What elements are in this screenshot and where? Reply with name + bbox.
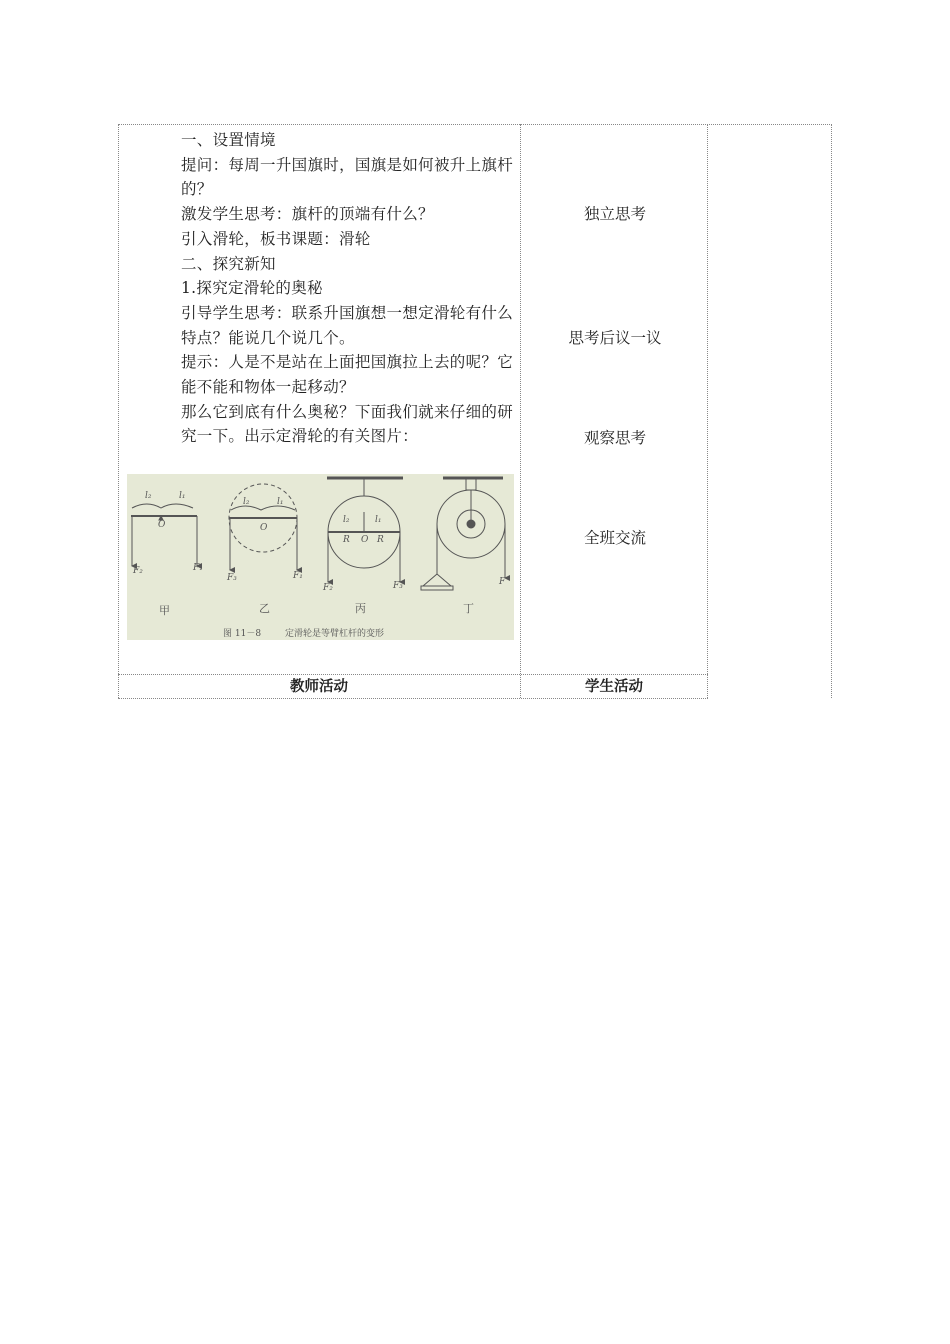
label-f3-bing: F₃ [393,581,403,591]
label-o-bing: O [361,535,369,545]
student-activity-4: 全班交流 [583,529,646,547]
topic-paragraph: 引入滑轮，板书课题：滑轮 [181,229,371,248]
label-f2-bing: F₂ [323,583,333,593]
teacher-activity-text [181,128,513,449]
label-r-left-bing: R [343,535,350,545]
student-activity-3: 观察思考 [583,429,646,447]
label-r-right-bing: R [377,535,384,545]
prompt-paragraph: 激发学生思考：旗杆的顶端有什么？ [181,205,434,224]
header-student-activity: 学生活动 [585,679,643,695]
label-l2-yi: l₂ [243,497,250,507]
figure-caption-number: 图 11－8 [223,629,262,639]
section-title-2: 二、探究新知 [181,254,276,273]
table-divider-1 [520,124,521,698]
label-l1-jia: l₁ [179,491,186,501]
label-f1-yi: F₁ [293,571,303,581]
panel-label-jia: 甲 [159,604,170,617]
table-border-bottom [118,698,708,699]
panel-jia-lever [131,504,197,566]
label-l2-jia: l₂ [145,491,152,501]
research-paragraph: 那么它到底有什么奥秘？下面我们就来仔细的研究一下。出示定滑轮的有关图片： [181,402,513,446]
label-l2-bing: l₂ [343,515,350,525]
panel-label-ding: 丁 [463,602,474,615]
label-f1-jia: F₁ [193,563,203,573]
label-o-jia: O [158,520,166,530]
table-header-divider [118,674,708,675]
pulley-figure [127,474,514,640]
label-l1-bing: l₁ [375,515,382,525]
table-border-left [118,124,119,698]
header-teacher-activity: 教师活动 [290,679,348,695]
guide-paragraph: 引导学生思考：联系升国旗想一想定滑轮有什么特点？能说几个说几个。 [181,303,513,347]
hint-paragraph: 提示：人是不是站在上面把国旗拉上去的呢？它能不能和物体一起移动？ [181,353,513,397]
student-activity-1: 独立思考 [583,205,646,223]
label-o-yi: O [260,523,268,533]
question-paragraph: 提问：每周一升国旗时，国旗是如何被升上旗杆的？ [181,155,513,199]
panel-ding-pulley [421,478,505,590]
label-l1-yi: l₁ [277,497,284,507]
panel-label-yi: 乙 [259,602,270,615]
subsection-title: 1.探究定滑轮的奥秘 [181,279,323,298]
section-title-1: 一、设置情境 [181,131,276,149]
pulley-figure-svg [127,474,514,640]
label-f2-jia: F₂ [133,566,143,576]
label-f3-yi: F₃ [227,573,237,583]
student-activity-2: 思考后议一议 [568,329,662,347]
table-border-right [831,124,832,698]
panel-bing-pulley [327,478,403,582]
label-f-ding: F [499,577,506,587]
figure-caption-text: 定滑轮是等臂杠杆的变形 [285,629,385,639]
table-border-top [118,124,832,125]
panel-label-bing: 丙 [355,602,366,615]
